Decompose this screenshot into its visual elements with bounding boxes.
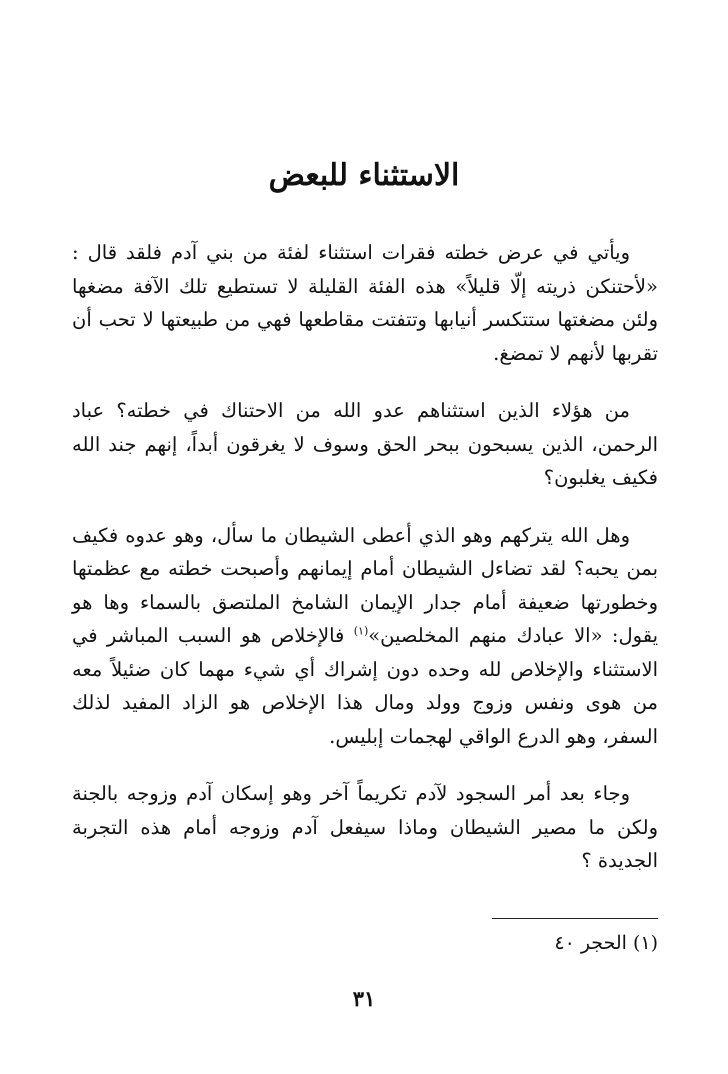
paragraph-3: [72, 519, 658, 754]
footnote-reference: (١): [353, 624, 369, 638]
paragraph-4-text: وجاء بعد أمر السجود لآدم تكريماً آخر وهو إسكان آدم وزوجه بالجنة ولكن ما مصير الشيطان وماذا سيفعل آدم وزوجه أمام هذه التجربة الجديدة ؟: [72, 782, 658, 872]
paragraph-1: [72, 236, 658, 370]
paragraph-3-text-after: فالإخلاص هو السبب المباشر في الاستثناء والإخلاص لله وحده دون إشراك أي شيء مهما كان ضئيلاً معه من هوى ونفس وزوج وولد ومال هذا الإخلاص هو الزاد المفيد لذلك السفر، وهو الدرع الواقي لهجمات إبليس.: [72, 624, 658, 748]
footnote-divider: [492, 918, 658, 919]
footnote: (١) الحجر ٤٠: [554, 932, 658, 954]
paragraph-1-text: ويأتي في عرض خطته فقرات استثناء لفئة من بني آدم فلقد قال : «لأحتنكن ذريته إلّا قليلاً» هذه الفئة القليلة لا تستطيع تلك الآفة مضغها ولئن مضغتها ستتكسر أنيابها وتتفتت مقاطعها فهي من طبيعتها لا تحب أن تقربها لأنهم لا تمضغ.: [72, 241, 658, 365]
paragraph-4: [72, 777, 658, 878]
page-title: الاستثناء للبعض: [268, 158, 460, 193]
paragraph-3-text-before: وهل الله يتركهم وهو الذي أعطى الشيطان ما سأل، وهو عدوه فكيف بمن يحبه؟ لقد تضاءل الشيطان أمام إيمانهم وأصبحت خطته مع عظمتها وخطورتها ضعيفة أمام جدار الإيمان الشامخ الملتصق بالسماء وها هو يقول: «الا عبادك منهم المخلصين»: [72, 523, 658, 647]
paragraph-2-text: من هؤلاء الذين استثناهم عدو الله من الاحتناك في خطته؟ عباد الرحمن، الذين يسبحون ببحر الحق وسوف لا يغرقون أبداً، إنهم جند الله فكيف يغلبون؟: [72, 399, 658, 489]
paragraph-2: [72, 394, 658, 495]
page-number: ٣١: [352, 986, 376, 1011]
body-text: [72, 236, 658, 902]
